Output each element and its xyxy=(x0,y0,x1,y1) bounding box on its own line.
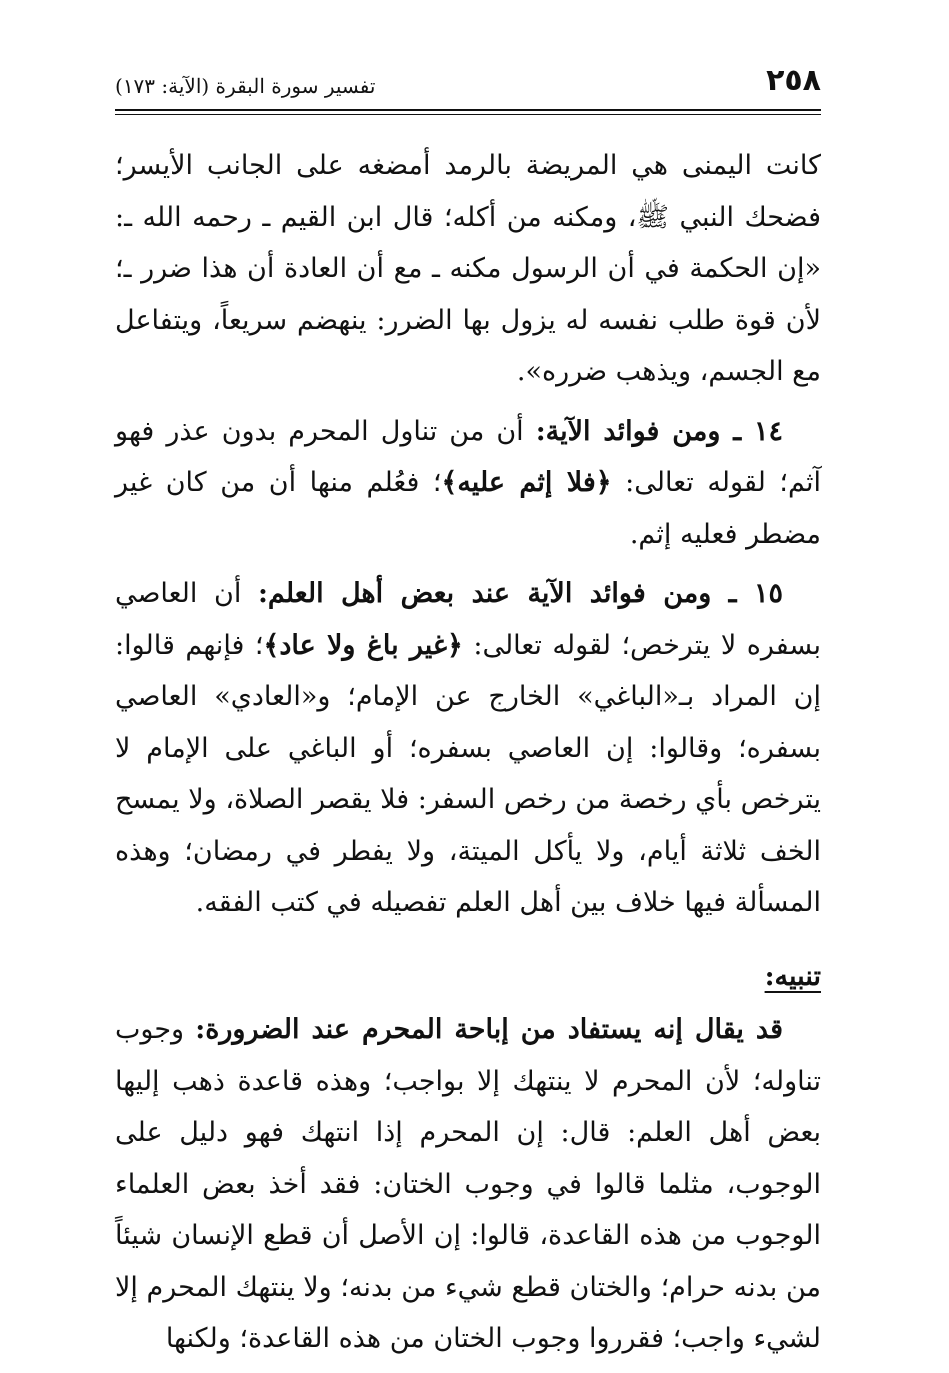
benefit-15-tail: ؛ فإنهم قالوا: إن المراد بـ«الباغي» الخارج عن الإمام؛ و«العادي» العاصي بسفره؛ وقالوا: إن العاصي بسفره؛ أو الباغي على الإمام لا يترخص بأي رخصة من رخص السفر: فلا يقصر الصلاة، ولا يمسح الخف ثلاثة أيام، ولا يأكل الميتة، ولا يفطر في رمضان؛ وهذه المسألة فيها خلاف بين أهل العلم تفصيله في كتب الفقه. xyxy=(115,629,821,918)
benefit-15-text: أن العاصي بسفره لا يترخص؛ لقوله تعالى: xyxy=(115,578,822,661)
note-text: وجوب تناوله؛ لأن المحرم لا ينتهك إلا بواجب؛ وهذه قاعدة ذهب إليها بعض أهل العلم: قال: إن المحرم إذا انتهك فهو دليل على الوجوب، مثلما قالوا في وجوب الختان: فقد أخذ بعض العلماء الوجوب من هذه القاعدة، قالوا: إن الأصل أن قطع الإنسان شيئاً من بدنه حرام؛ والختان قطع شيء من بدنه؛ ولا ينتهك المحرم إلا لشيء واجب؛ فقرروا وجوب الختان من هذه القاعدة؛ ولكنها xyxy=(115,1014,821,1354)
quran-quote: ﴿غير باغ ولا عاد﴾ xyxy=(263,629,463,661)
paragraph-benefit-15 xyxy=(115,568,821,929)
benefit-14-text: أن من تناول المحرم بدون عذر فهو آثم؛ لقوله تعالى: xyxy=(115,415,821,498)
note-heading: قد يقال إنه يستفاد من إباحة المحرم عند الضرورة: xyxy=(195,1014,783,1045)
section-title-note: تنبيه: xyxy=(764,960,821,992)
header-rule xyxy=(115,109,821,111)
benefit-14-heading: ١٤ ـ ومن فوائد الآية: xyxy=(535,415,783,447)
running-title: تفسير سورة البقرة (الآية: ١٧٣) xyxy=(115,74,376,98)
paragraph-continuation: كانت اليمنى هي المريضة بالرمد أمضغه على الجانب الأيسر؛ فضحك النبي ﷺ، ومكنه من أكله؛ قال ابن القيم ـ رحمه الله ـ: «إن الحكمة في أن الرسول مكنه ـ مع أن العادة أن هذا ضرر ـ؛ لأن قوة طلب نفسه له يزول بها الضرر: ينهضم سريعاً، ويتفاعل مع الجسم، ويذهب ضرره». xyxy=(115,150,821,387)
quran-quote: ﴿فلا إثم عليه﴾ xyxy=(441,467,612,498)
paragraph-benefit-14 xyxy=(115,406,821,561)
benefit-15-heading: ١٥ ـ ومن فوائد الآية عند بعض أهل العلم: xyxy=(257,578,784,609)
page-body xyxy=(115,140,821,1373)
page-number: ٢٥٨ xyxy=(766,63,821,98)
page-header xyxy=(115,62,821,112)
header-rule-thin xyxy=(115,114,821,115)
benefit-14-tail: ؛ فعُلم منها أن من كان غير مضطر فعليه إثم. xyxy=(115,467,821,550)
paragraph-note xyxy=(115,1004,821,1365)
